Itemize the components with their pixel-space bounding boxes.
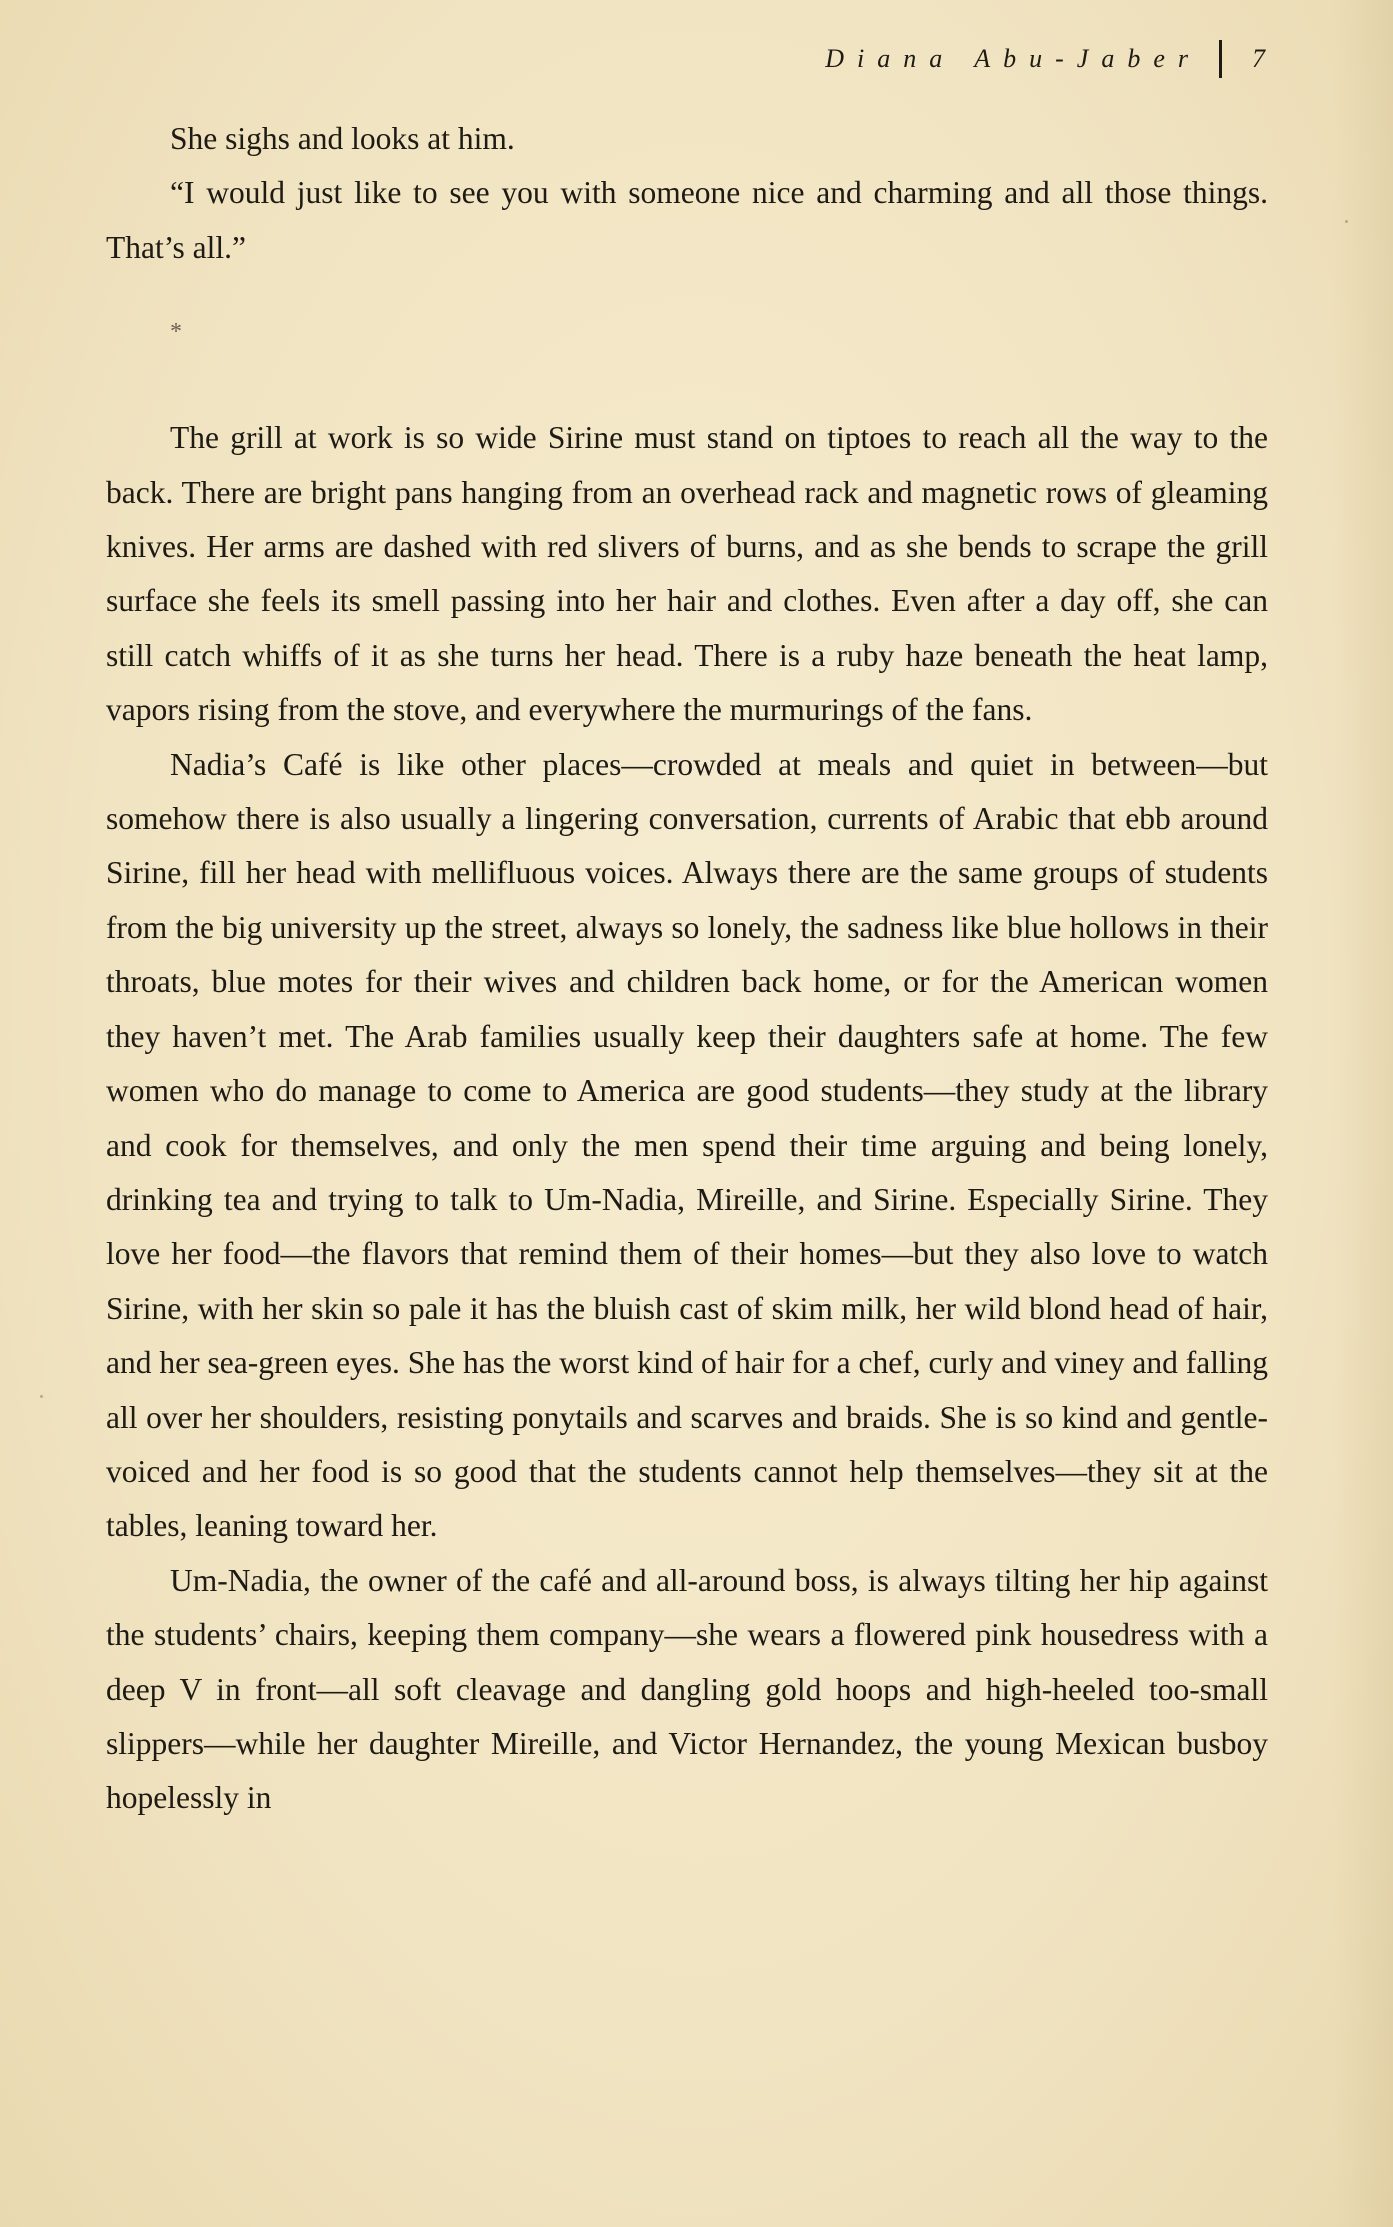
paragraph: Um-Nadia, the owner of the café and all-around boss, is always tilting her hip against the students’ chairs, keeping them company—she wears a flowered pink housedress with a deep V in front—all soft cleavage and dangling gold hoops and high-heeled too-small slippers—while her daughter Mireille, and Victor Hernandez, the young Mexican busboy hopelessly in	[106, 1562, 1268, 1816]
header-divider	[1219, 40, 1222, 78]
author-name: Diana Abu-Jaber	[825, 44, 1201, 73]
paper-speck	[1345, 220, 1348, 223]
paragraph: “I would just like to see you with someone nice and charming and all those things. That’s all.”	[106, 175, 1268, 265]
page-edge-shadow	[1333, 0, 1393, 2227]
paragraph: The grill at work is so wide Sirine must stand on tiptoes to reach all the way to the back. There are bright pans hanging from an overhead rack and magnetic rows of gleaming knives. Her arms are dashed with red slivers of burns, and as she bends to scrape the grill surface she feels its smell passing into her hair and clothes. Even after a day off, she can still catch whiffs of it as she turns her head. There is a ruby haze beneath the heat lamp, vapors rising from the stove, and everywhere the murmurings of the fans.	[106, 420, 1268, 728]
paper-speck	[40, 1395, 43, 1398]
section-break	[106, 275, 1268, 411]
body-text	[106, 112, 1268, 1826]
paragraph: She sighs and looks at him.	[170, 121, 515, 156]
page-number: 7	[1252, 44, 1265, 73]
asterisk-ornament-icon: *	[170, 319, 182, 346]
running-header	[825, 40, 1265, 78]
paper-speck	[980, 1740, 983, 1743]
paragraph: Nadia’s Café is like other places—crowded at meals and quiet in between—but somehow there is also usually a lingering conversation, currents of Arabic that ebb around Sirine, fill her head with mellifluous voices. Always there are the same groups of students from the big university up the street, always so lonely, the sadness like blue hollows in their throats, blue motes for their wives and children back home, or for the American women they haven’t met. The Arab families usually keep their daughters safe at home. The few women who do manage to come to America are good students—they study at the library and cook for themselves, and only the men spend their time arguing and being lonely, drinking tea and trying to talk to Um-Nadia, Mireille, and Sirine. Especially Sirine. They love her food—the flavors that remind them of their homes—but they also love to watch Sirine, with her skin so pale it has the bluish cast of skim milk, her wild blond head of hair, and her sea-green eyes. She has the worst kind of hair for a chef, curly and viney and falling all over her shoulders, resisting ponytails and scarves and braids. She is so kind and gentle-voiced and her food is so good that the students cannot help themselves—they sit at the tables, leaning toward her.	[106, 746, 1268, 1544]
